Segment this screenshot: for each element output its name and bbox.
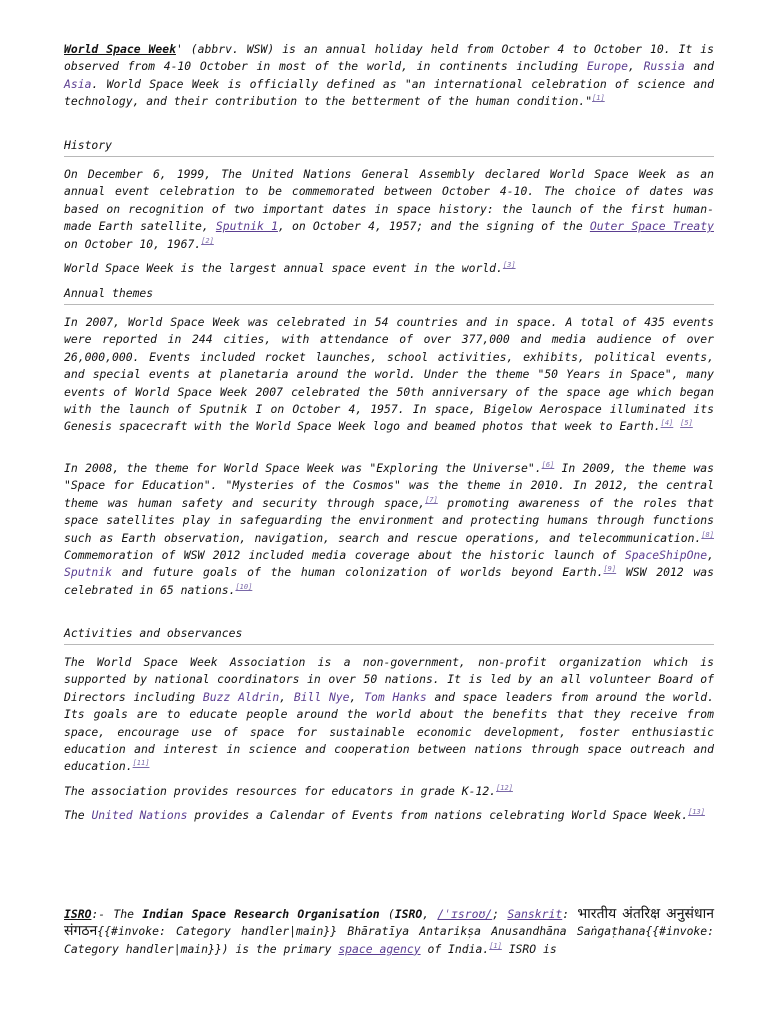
activities-paragraph-1: [64, 654, 714, 776]
isro-paragraph: [64, 906, 714, 958]
link-sputnik[interactable]: Sputnik: [64, 565, 113, 580]
ref-3-link[interactable]: [3]: [502, 261, 516, 270]
text-run: provides a Calendar of Events from nations celebrating World Space Week.: [187, 808, 689, 822]
text-run: On December 6, 1999, The United Nations General Assembly declared World Space Week as an annual event celebration to be commemorated between October 4-10. The choice of dates was based on recognition of two important dates in space history: the launch of the first human-made Earth satellite,: [64, 167, 714, 234]
devanagari-name: भारतीय अंतरिक्ष अनुसंधान संगठन: [64, 906, 714, 940]
link-bill-nye[interactable]: Bill Nye: [293, 689, 350, 704]
ref-9-link[interactable]: [9]: [603, 565, 617, 574]
text-run: In 2007, World Space Week was celebrated in 54 countries and in space. A total of 435 events were reported in 244 cities, with attendance of over 377,000 and media audience of over 26,000,000. Events included rocket launches, school activities, exhibits, political events, and special events at planetaria around the world. Under the theme "50 Years in Space", many events of World Space Week 2007 celebrated the 50th anniversary of the space age which began with the launch of Sputnik I on October 4, 1957. In space, Bigelow Aerospace illuminated its Genesis spacecraft with the World Space Week logo and beamed photos that week to Earth.: [64, 315, 714, 434]
text-run: ;: [492, 907, 508, 921]
text-run: . World Space Week is officially defined as "an international celebration of science and technology, and their contribution to the betterment of the human condition.": [64, 76, 714, 109]
wsw-intro-paragraph: [64, 41, 714, 111]
text-run: promoting awareness of the roles that space satellites play in safeguarding the environment and protecting humans through functions such as Earth observation, navigation, search and rescue operations, and telecommunication.: [64, 495, 714, 545]
text-run: ' (abbrv. WSW) is an annual holiday held from October 4 to October 10. It is observed from 4-10 October in most of the world, in continents including: [64, 42, 714, 74]
text-run: ,: [279, 689, 294, 704]
ref-11-link[interactable]: [11]: [132, 759, 150, 768]
activities-paragraph-2: [64, 783, 714, 800]
isro-full-name: Indian Space Research Organisation: [142, 907, 380, 921]
link-sanskrit[interactable]: Sanskrit: [507, 907, 563, 921]
ref-4-link[interactable]: [4]: [660, 419, 674, 428]
wsw-title: World Space Week: [64, 42, 176, 56]
activities-heading: Activities and observances: [64, 625, 714, 645]
link-asia[interactable]: Asia: [64, 76, 92, 91]
text-run: {{#invoke: Category handler|main}} Bhāratīya Antarikṣa Anusandhāna Saṅgaṭhana{{#invoke: Category handler|main}}) is the primary: [64, 924, 714, 956]
ref-8-link[interactable]: [8]: [701, 530, 714, 539]
themes-paragraph-2: [64, 460, 714, 599]
link-buzz-aldrin[interactable]: Buzz Aldrin: [202, 689, 280, 704]
text-run: The: [64, 808, 92, 822]
text-run: and future goals of the human colonization of worlds beyond Earth.: [112, 565, 604, 580]
text-run: (: [379, 907, 395, 921]
text-run: The association provides resources for educators in grade K-12.: [64, 784, 497, 798]
link-pronunciation[interactable]: /ˈɪsroʊ/: [437, 907, 493, 921]
text-run: , on October 4, 1957; and the signing of the: [277, 219, 590, 234]
text-run: ,: [627, 59, 644, 74]
ref-2-link[interactable]: [2]: [201, 236, 214, 245]
text-run: World Space Week is the largest annual space event in the world.: [64, 261, 503, 275]
text-run: WSW 2012 was celebrated in 65 nations.: [64, 565, 714, 597]
annual-themes-heading: Annual themes: [64, 285, 714, 305]
isro-label: ISRO: [64, 907, 92, 921]
ref-1-link[interactable]: [1]: [592, 94, 605, 103]
link-russia[interactable]: Russia: [643, 59, 685, 74]
ref-5-link[interactable]: [5]: [680, 419, 693, 428]
text-run: ,: [349, 689, 365, 704]
text-run: on October 10, 1967.: [64, 236, 202, 251]
ref-13-link[interactable]: [13]: [688, 808, 705, 817]
link-europe[interactable]: Europe: [586, 59, 628, 74]
history-heading: History: [64, 137, 714, 157]
text-run: ,: [707, 548, 714, 563]
link-sputnik-1[interactable]: Sputnik 1: [215, 219, 278, 234]
text-run: and: [684, 59, 715, 74]
text-run: In 2009, the theme was "Space for Education". "Mysteries of the Cosmos" was the theme in 2010. In 2012, the central theme was human safety and security through space,: [64, 461, 715, 510]
history-paragraph-1: [64, 166, 714, 253]
text-run: ,: [422, 907, 438, 921]
ref-7-link[interactable]: [7]: [425, 496, 438, 505]
history-paragraph-2: [64, 260, 714, 277]
activities-paragraph-3: [64, 807, 714, 824]
ref-1-isro-link[interactable]: [1]: [489, 942, 502, 951]
text-run: The World Space Week Association is a non-government, non-profit organization which is supported by national coordinators in over 50 nations. It is led by an all volunteer Board of Directors including: [64, 655, 714, 704]
text-run: :- The: [91, 907, 143, 921]
text-run: Commemoration of WSW 2012 included media coverage about the historic launch of: [64, 548, 625, 563]
ref-10-link[interactable]: [10]: [235, 583, 253, 592]
ref-12-link[interactable]: [12]: [496, 784, 513, 793]
link-spaceshipone[interactable]: SpaceShipOne: [624, 548, 708, 563]
link-outer-space-treaty[interactable]: Outer Space Treaty: [589, 219, 714, 234]
ref-6-link[interactable]: [6]: [541, 461, 555, 470]
text-run: In 2008, the theme for World Space Week was "Exploring the Universe".: [64, 461, 542, 475]
text-run: :: [562, 907, 578, 921]
isro-abbr: ISRO: [394, 907, 423, 921]
text-run: ISRO is: [501, 941, 557, 956]
link-space-agency[interactable]: space agency: [338, 941, 421, 956]
text-run: of India.: [420, 941, 490, 956]
link-united-nations[interactable]: United Nations: [91, 808, 188, 822]
themes-paragraph-1: [64, 314, 714, 436]
link-tom-hanks[interactable]: Tom Hanks: [364, 689, 427, 704]
text-run: and space leaders from around the world. Its goals are to educate people around the world about the benefits that they receive from space, encourage use of space for sustainable economic development, foster enthusiastic education and interest in science and cooperation between nations through space outreach and education.: [64, 689, 714, 774]
